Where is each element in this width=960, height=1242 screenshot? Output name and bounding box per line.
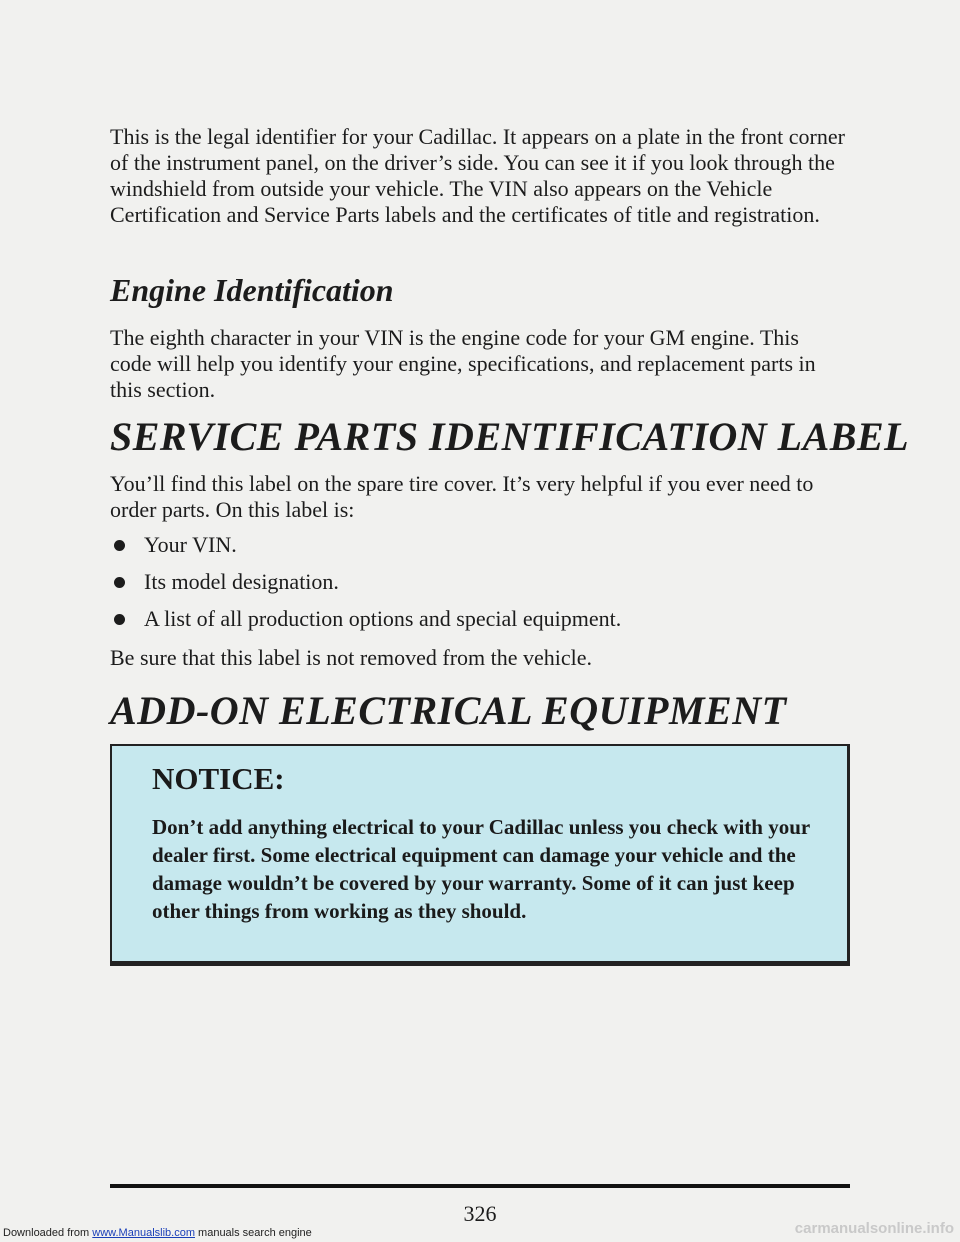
footer-divider [110, 1184, 850, 1188]
engine-identification-heading: Engine Identification [110, 272, 394, 308]
site-watermark: carmanualsonline.info [794, 1220, 954, 1237]
notice-title: NOTICE: [152, 761, 285, 796]
intro-paragraph: This is the legal identifier for your Cadillac. It appears on a plate in the front corner of the instrument panel, on the driver’s side. You can see it if you look through the windshield from outside your vehicle. The VIN also appears on the Vehicle Certification and Service Parts labels and the certificates of title and registration. [110, 124, 845, 227]
download-attribution [3, 1226, 312, 1240]
bullet-icon [114, 540, 125, 551]
bullet-icon [114, 577, 125, 588]
add-on-equipment-heading: ADD-ON ELECTRICAL EQUIPMENT [110, 688, 787, 733]
engine-identification-text: The eighth character in your VIN is the engine code for your GM engine. This code will help you identify your engine, specifications, and replacement parts in this section. [110, 325, 816, 402]
attribution-prefix: Downloaded from [3, 1227, 93, 1239]
list-item [110, 532, 845, 569]
page-number: 326 [463, 1201, 497, 1226]
service-parts-label-heading: SERVICE PARTS IDENTIFICATION LABEL [110, 414, 910, 459]
label-contents-list [110, 532, 845, 643]
list-item-text: Your VIN. [144, 532, 237, 557]
bullet-icon [114, 614, 125, 625]
notice-box [110, 744, 850, 966]
list-item-text: Its model designation. [144, 569, 339, 594]
notice-text: Don’t add anything electrical to your Cadillac unless you check with your dealer first. Some electrical equipment can damage your vehicle and the damage wouldn’t be covered by your warranty. Some of it can just keep other things from working as they should. [152, 815, 810, 923]
attribution-suffix: manuals search engine [194, 1227, 312, 1239]
list-item [110, 606, 845, 643]
service-parts-label-closing: Be sure that this label is not removed from the vehicle. [110, 645, 593, 670]
service-parts-label-intro: You’ll find this label on the spare tire cover. It’s very helpful if you ever need to order parts. On this label is: [110, 471, 814, 522]
list-item-text: A list of all production options and special equipment. [144, 606, 622, 631]
list-item [110, 569, 845, 606]
manualslib-link[interactable]: www.Manualslib.com [92, 1227, 195, 1239]
